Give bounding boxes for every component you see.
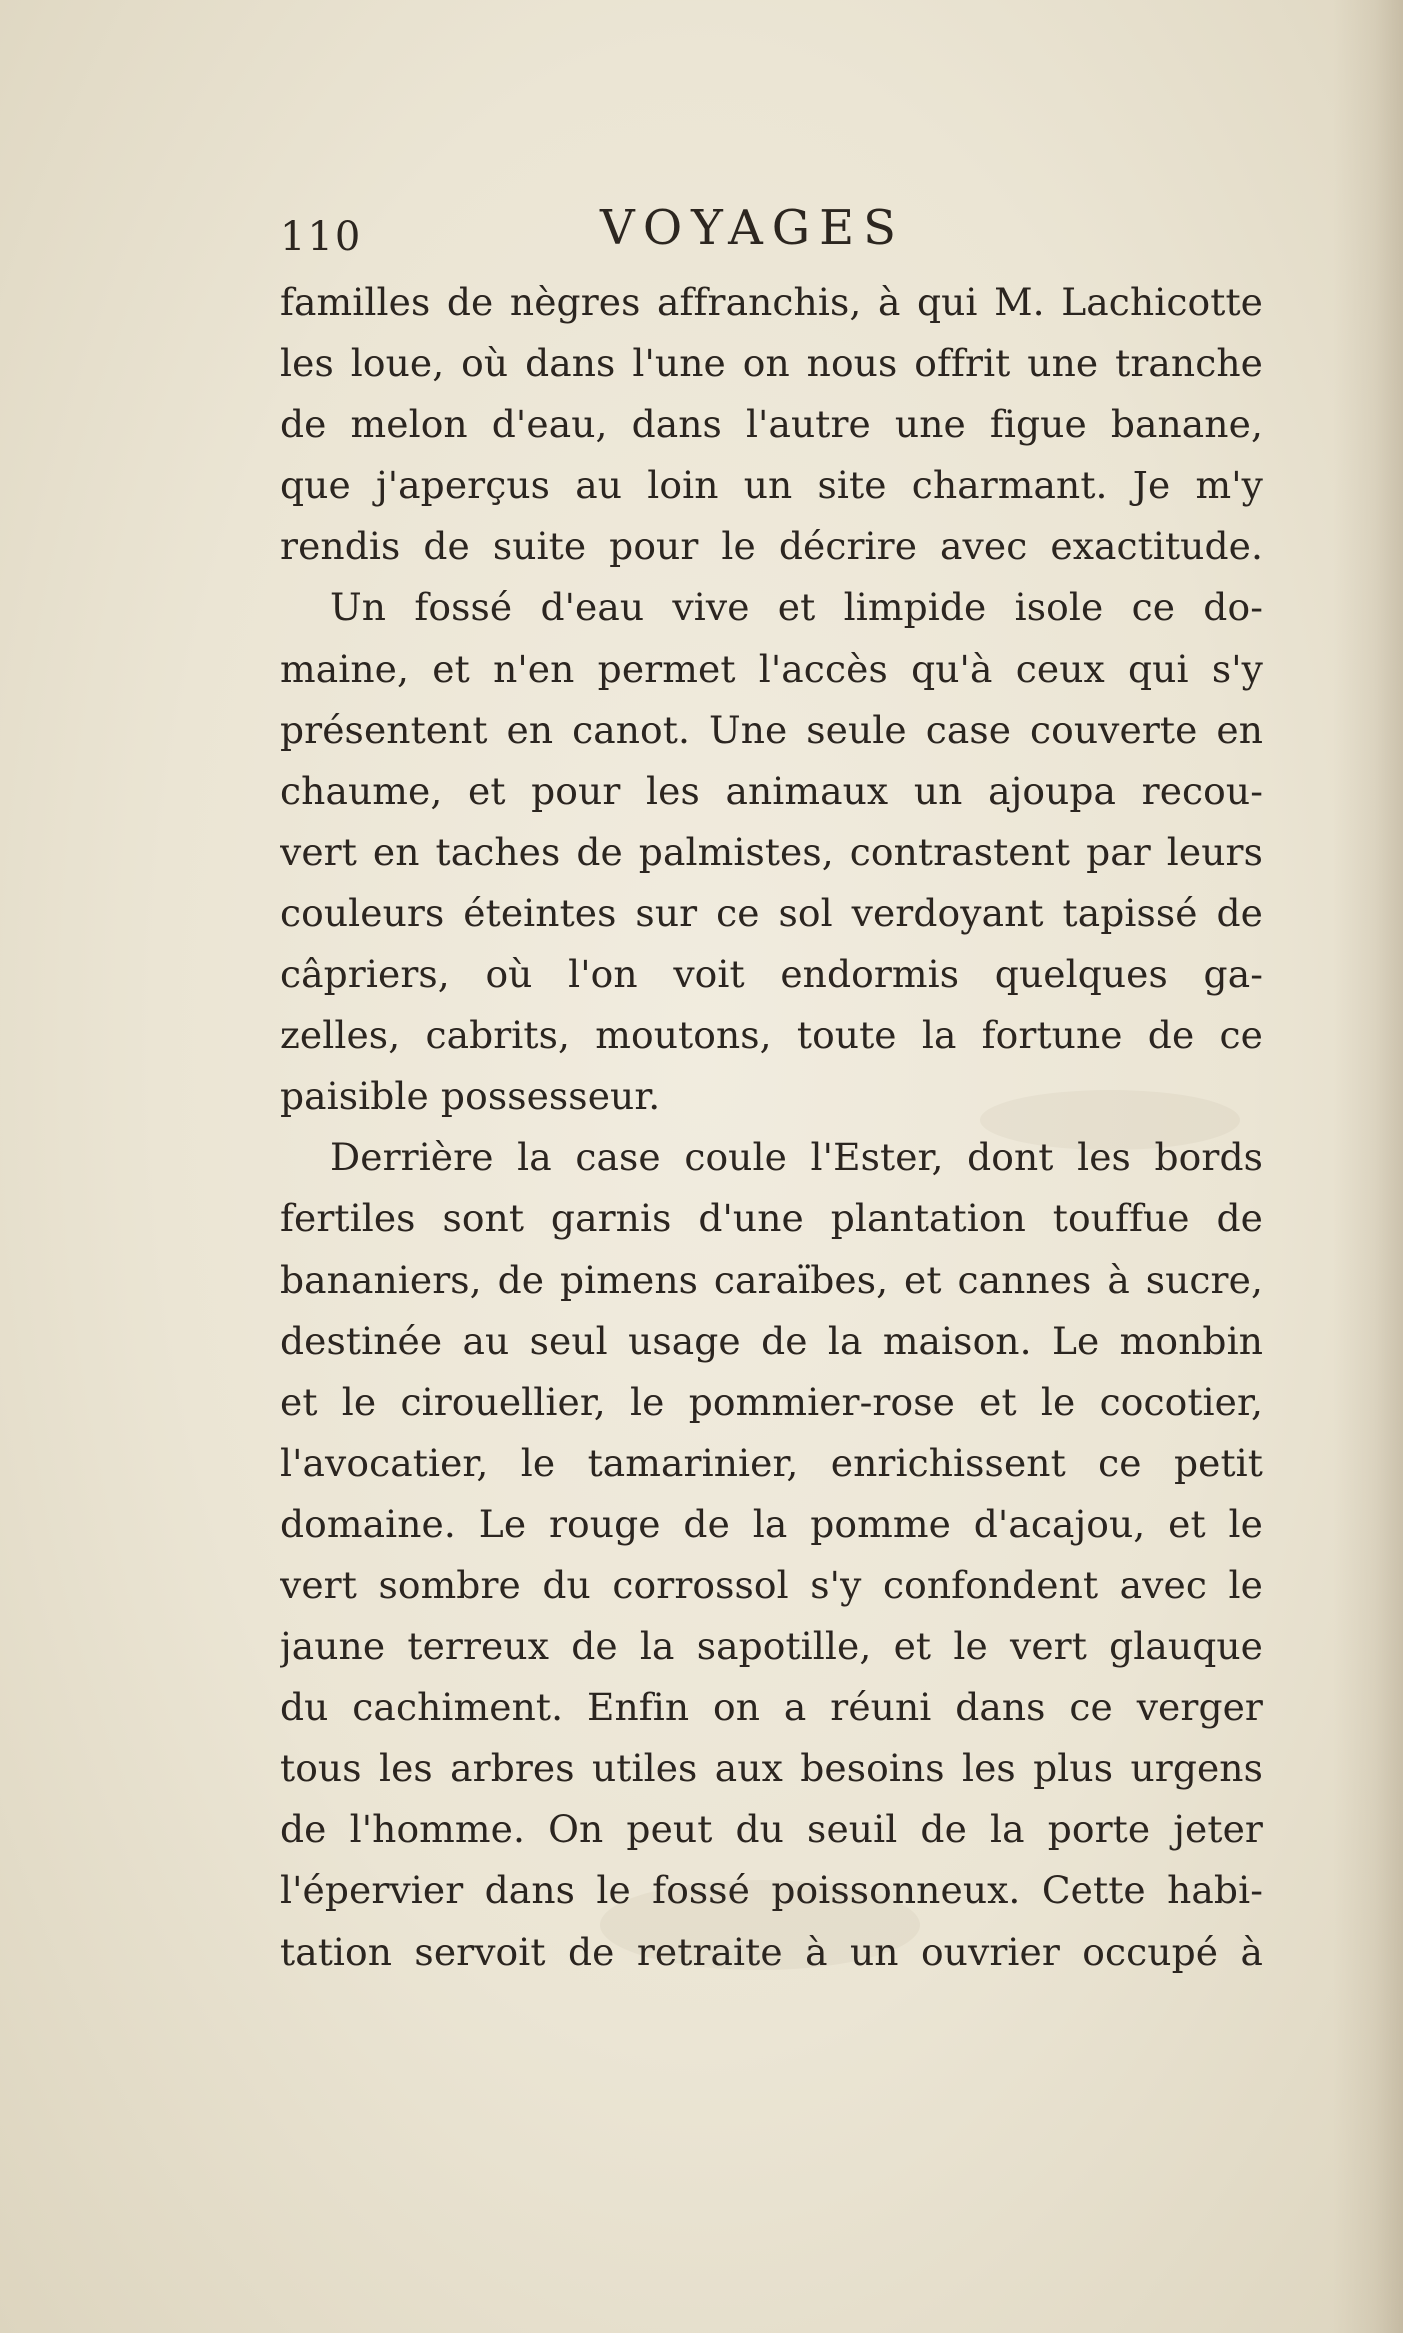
text-line: câpriers, où l'on voit endormis quelques ga- (280, 952, 1263, 997)
text-line: de l'homme. On peut du seuil de la porte jeter (280, 1807, 1263, 1852)
text-line: vert sombre du corrossol s'y confondent avec le (280, 1562, 1263, 1607)
text-line: zelles, cabrits, moutons, toute la fortune de ce (280, 1013, 1263, 1058)
text-line: du cachiment. Enfin on a réuni dans ce verger (280, 1685, 1263, 1730)
page-number: 110 (280, 214, 363, 260)
text-line: maine, et n'en permet l'accès qu'à ceux qui s'y (280, 646, 1263, 691)
text-line: rendis de suite pour le décrire avec exactitude. (280, 524, 1263, 569)
text-line: domaine. Le rouge de la pomme d'acajou, et le (280, 1501, 1263, 1546)
text-line: l'avocatier, le tamarinier, enrichissent ce petit (280, 1440, 1263, 1485)
text-line: tation servoit de retraite à un ouvrier occupé à (280, 1929, 1263, 1974)
text-line: bananiers, de pimens caraïbes, et cannes à sucre, (280, 1257, 1263, 1302)
text-line: vert en taches de palmistes, contrastent par leurs (280, 829, 1263, 874)
running-title: VOYAGES (600, 200, 906, 256)
text-line: jaune terreux de la sapotille, et le vert glauque (280, 1624, 1263, 1669)
text-line: les loue, où dans l'une on nous offrit une tranche (280, 341, 1263, 386)
paragraph-3 (280, 1127, 1263, 1982)
text-line: l'épervier dans le fossé poissonneux. Cette habi- (280, 1868, 1263, 1913)
text-line: paisible possesseur. (280, 1074, 661, 1119)
text-line: destinée au seul usage de la maison. Le monbin (280, 1318, 1263, 1363)
page-edge-shadow (1333, 0, 1403, 2333)
text-line: présentent en canot. Une seule case couverte en (280, 707, 1263, 752)
text-line: couleurs éteintes sur ce sol verdoyant tapissé de (280, 890, 1263, 935)
text-line: tous les arbres utiles aux besoins les plus urgens (280, 1746, 1263, 1791)
body-text (280, 272, 1263, 1983)
text-line: familles de nègres affranchis, à qui M. Lachicotte (280, 280, 1263, 324)
running-head (280, 200, 1263, 260)
text-line: Derrière la case coule l'Ester, dont les bords (330, 1135, 1263, 1180)
text-line: Un fossé d'eau vive et limpide isole ce do- (330, 585, 1263, 630)
text-line: et le cirouellier, le pommier-rose et le cocotier, (280, 1379, 1263, 1424)
text-line: que j'aperçus au loin un site charmant. Je m'y (280, 463, 1263, 508)
text-line: fertiles sont garnis d'une plantation touffue de (280, 1196, 1263, 1241)
text-line: de melon d'eau, dans l'autre une figue banane, (280, 402, 1263, 447)
text-line: chaume, et pour les animaux un ajoupa recou- (280, 768, 1263, 813)
paragraph-1 (280, 272, 1263, 577)
paragraph-2 (280, 577, 1263, 1127)
